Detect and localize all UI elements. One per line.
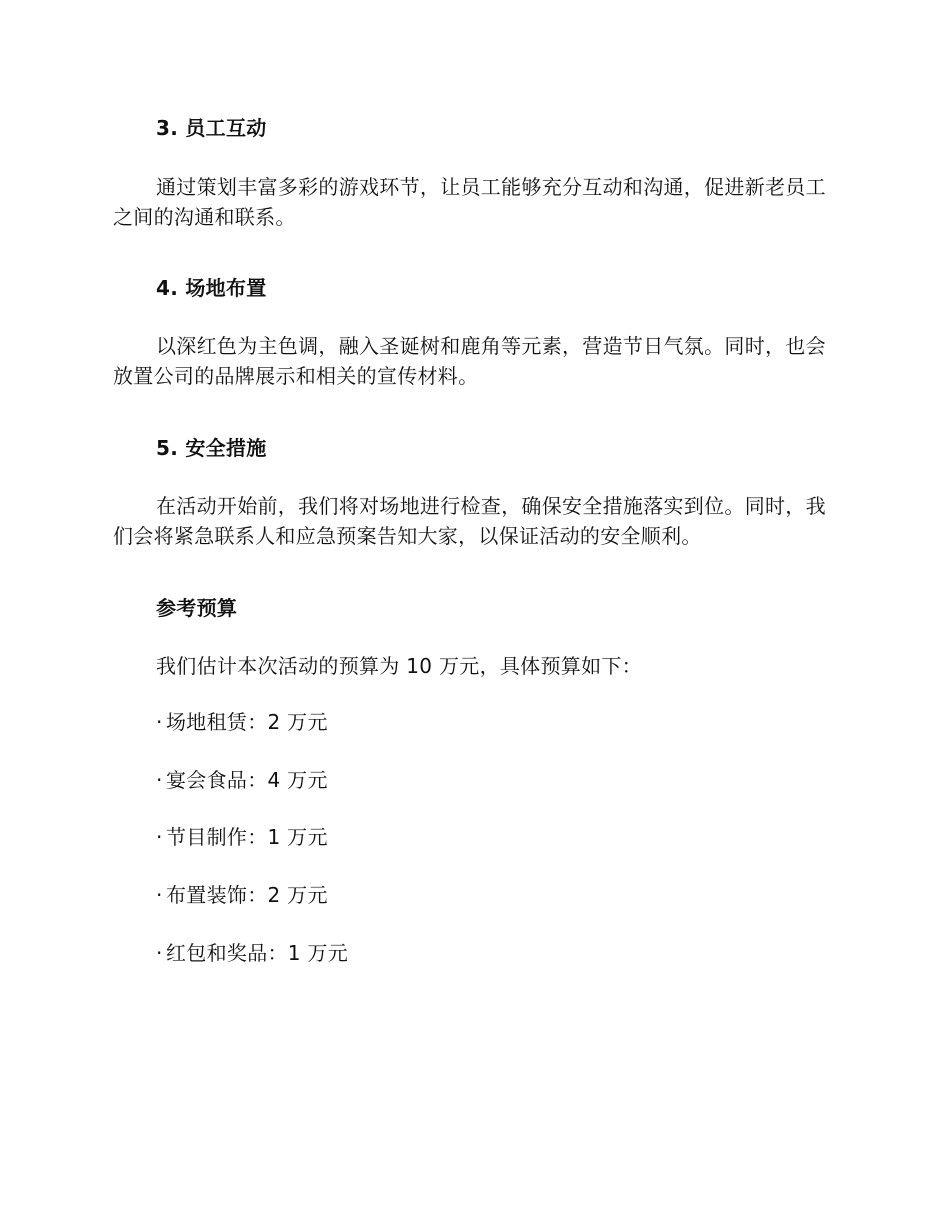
budget-heading: 参考预算	[156, 596, 238, 620]
bullet-dot-icon: ·	[156, 883, 163, 907]
section-heading-venue-layout: 4. 场地布置	[156, 276, 267, 300]
section-heading-safety-measures: 5. 安全措施	[156, 436, 267, 460]
budget-item-text: 红包和奖品：1 万元	[166, 941, 349, 965]
section-body-safety-measures: 在活动开始前，我们将对场地进行检查，确保安全措施落实到位。同时，我们会将紧急联系人和应急预案告知大家，以保证活动的安全顺利。	[113, 494, 826, 548]
bullet-dot-icon: ·	[156, 768, 163, 792]
budget-list-item	[156, 880, 878, 910]
bullet-dot-icon: ·	[156, 710, 163, 734]
budget-item-text: 布置装饰：2 万元	[166, 883, 328, 907]
budget-list-item	[156, 765, 878, 795]
budget-list-item	[156, 707, 878, 737]
budget-item-text: 节目制作：1 万元	[166, 825, 328, 849]
budget-list-item	[156, 938, 878, 968]
bullet-dot-icon: ·	[156, 941, 163, 965]
section-heading-staff-interaction: 3. 员工互动	[156, 116, 267, 140]
section-body-staff-interaction: 通过策划丰富多彩的游戏环节，让员工能够充分互动和沟通，促进新老员工之间的沟通和联系。	[113, 175, 826, 229]
budget-list-item	[156, 822, 878, 852]
section-body-venue-layout: 以深红色为主色调，融入圣诞树和鹿角等元素，营造节日气氛。同时，也会放置公司的品牌展示和相关的宣传材料。	[113, 334, 826, 388]
bullet-dot-icon: ·	[156, 825, 163, 849]
budget-item-text: 宴会食品：4 万元	[166, 768, 328, 792]
budget-intro: 我们估计本次活动的预算为 10 万元，具体预算如下：	[156, 654, 642, 678]
budget-item-text: 场地租赁：2 万元	[166, 710, 328, 734]
